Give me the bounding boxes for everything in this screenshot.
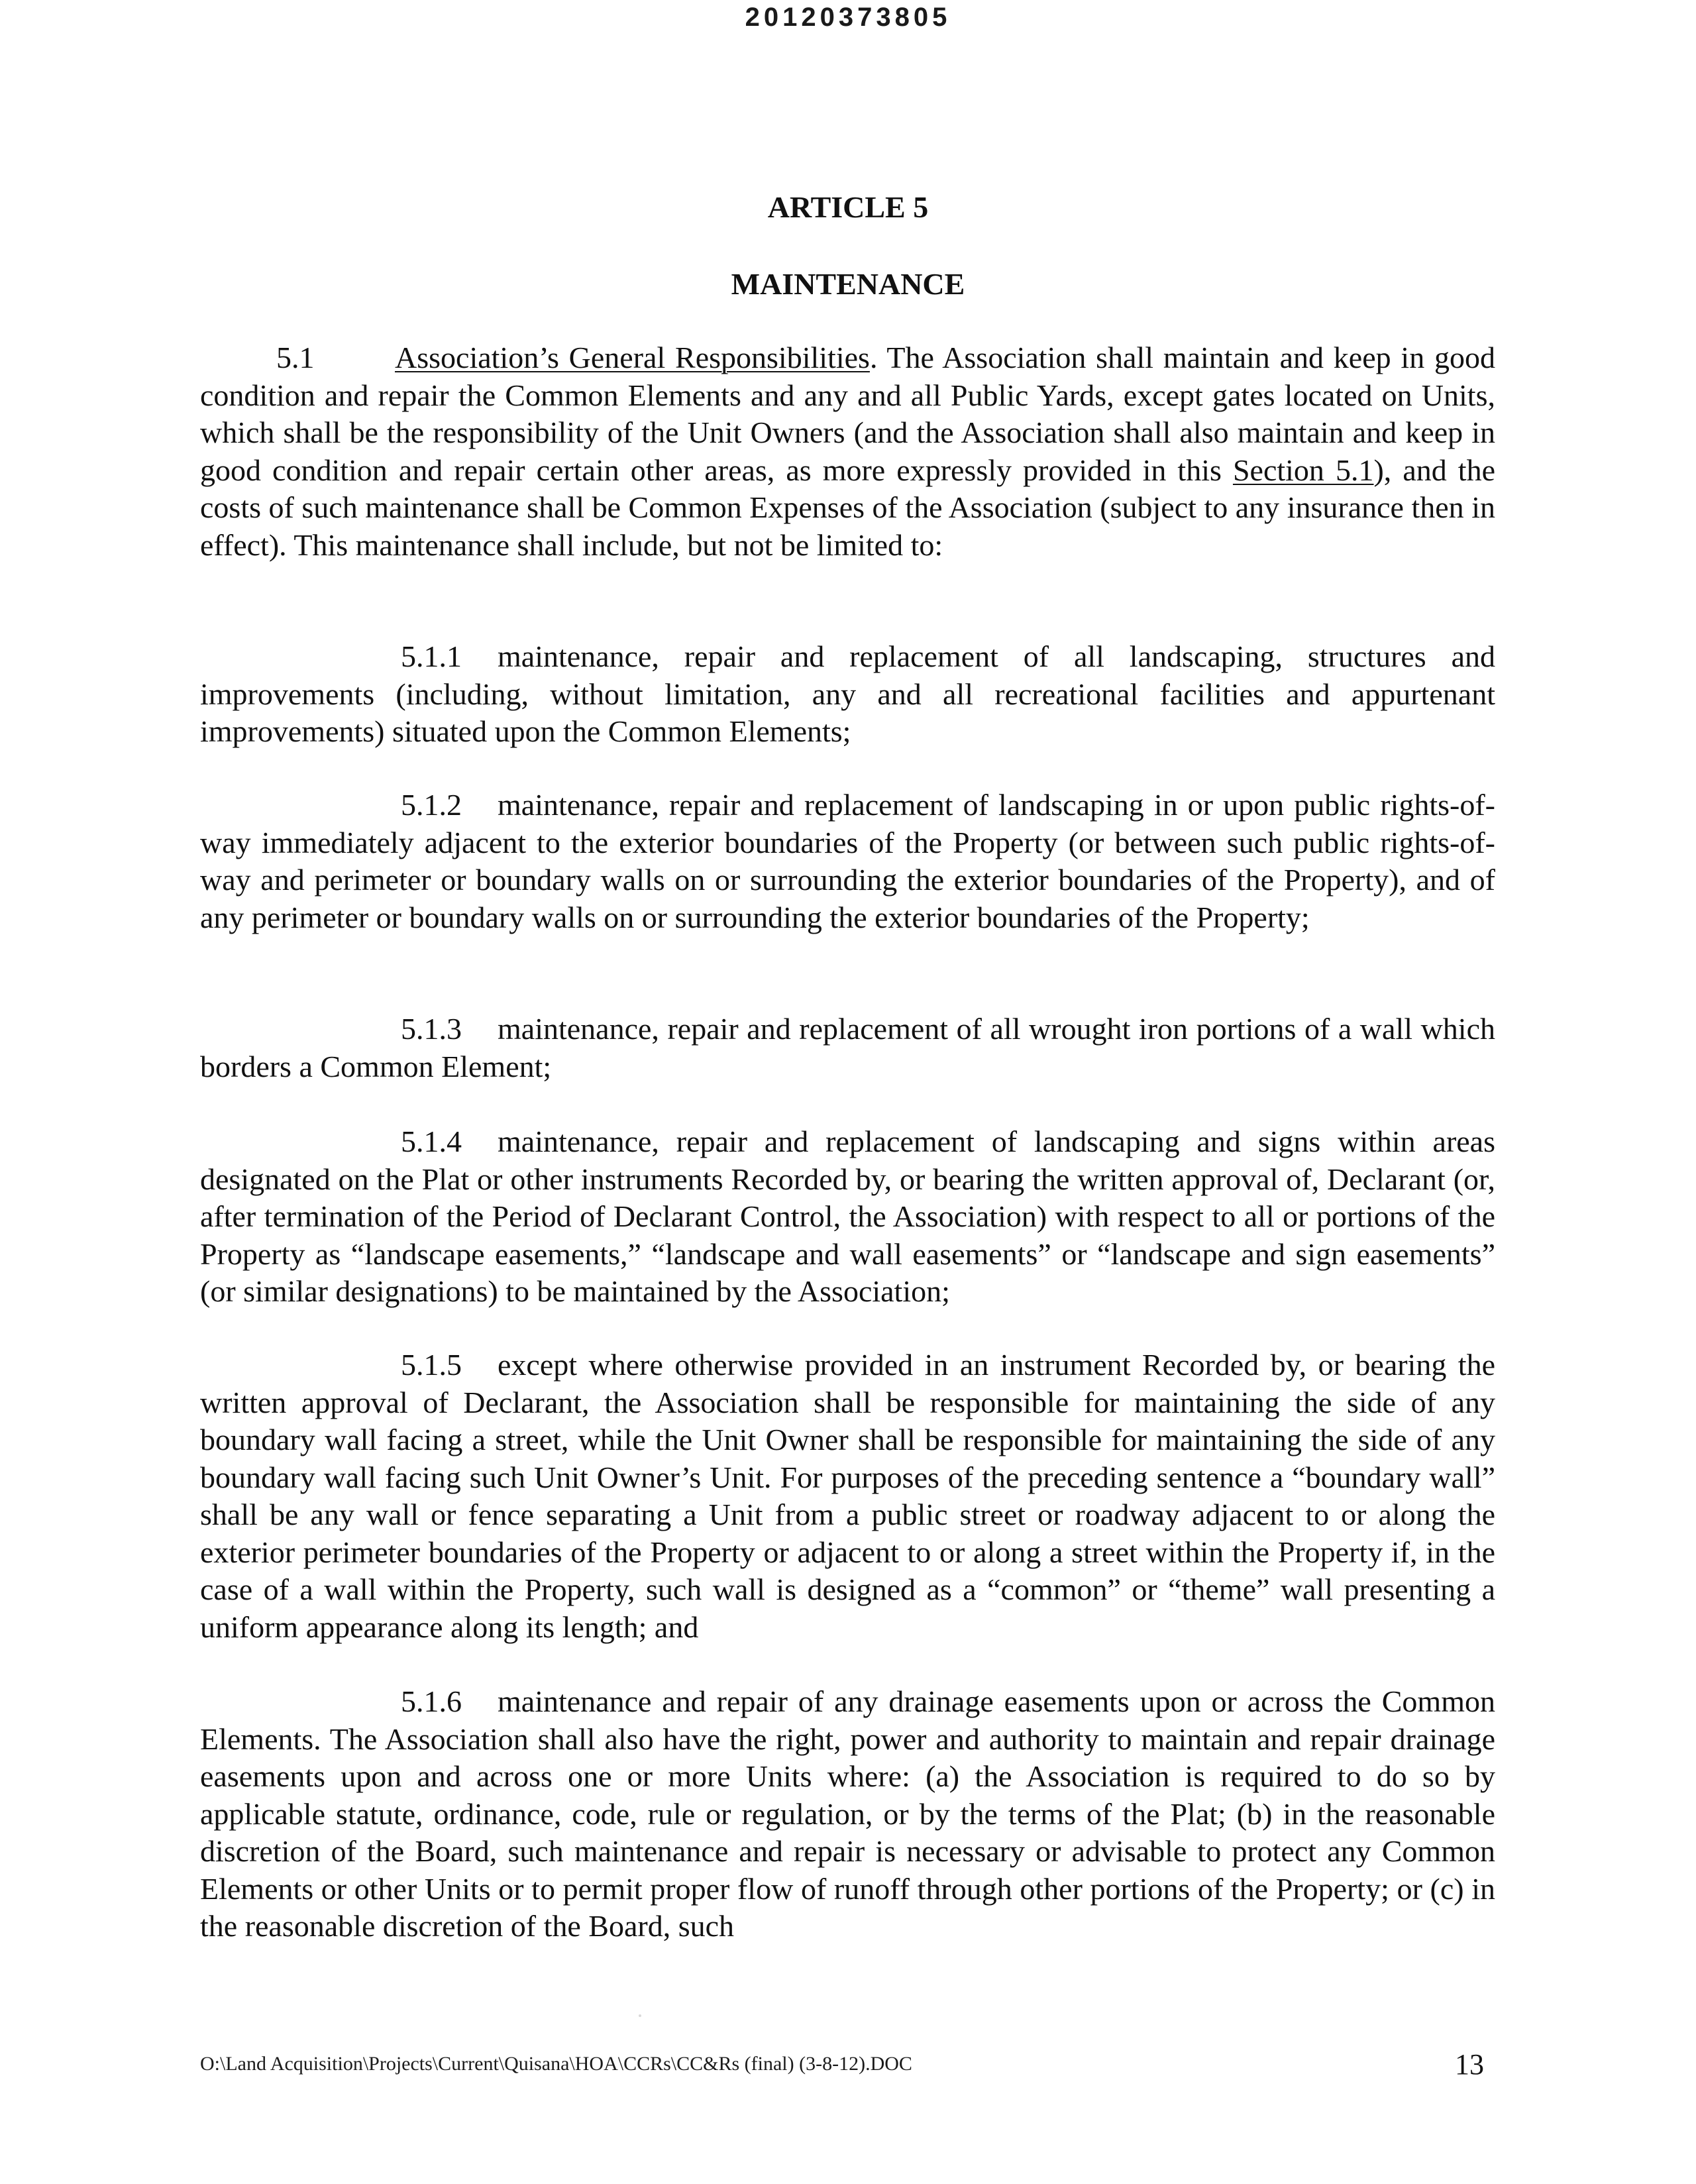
subsection-number: 5.1.6 <box>401 1684 462 1718</box>
subsection-text: except where otherwise provided in an instrument Recorded by, or bearing the written approval of Declarant, the Association shall be responsible for maintaining the side of any boundary wall facing a street, while the Unit Owner shall be responsible for maintaining the side of any boundary wall facing such Unit Owner’s Unit. For purposes of the preceding sentence a “boundary wall” shall be any wall or fence separating a Unit from a public street or roadway adjacent to or along the exterior perimeter boundaries of the Property or adjacent to or along a street within the Property if, in the case of a wall within the Property, such wall is designed as a “common” or “theme” wall presenting a uniform appearance along its length; and <box>200 1348 1495 1644</box>
section-text-part-1: . The Association shall maintain and keep in good condition and repair the Common Elements and any and all Public Yards, except gates located on Units, which shall be the responsibility of the Unit Owners (and the Association shall also maintain and keep in good condition and repair certain other areas, as more expressly provided in this <box>200 341 1495 487</box>
page-number: 13 <box>1455 2048 1484 2081</box>
subsection-5-1-4 <box>200 1123 1495 1311</box>
subsection-5-1-1 <box>200 638 1495 751</box>
subsection-text: maintenance, repair and replacement of landscaping and signs within areas designated on the Plat or other instruments Recorded by, or bearing the written approval of, Declarant (or, after termination of the Period of Declarant Control, the Association) with respect to all or portions of the Property as “landscape easements,” “landscape and wall easements” or “landscape and sign easements” (or similar designations) to be maintained by the Association; <box>200 1124 1495 1308</box>
article-title: MAINTENANCE <box>731 267 965 301</box>
subsection-5-1-2 <box>200 787 1495 936</box>
section-5-1-paragraph <box>200 339 1495 564</box>
scan-speck <box>639 2014 641 2017</box>
subsection-number: 5.1.2 <box>401 788 462 822</box>
section-number: 5.1 <box>276 341 315 374</box>
subsection-number: 5.1.5 <box>401 1348 462 1382</box>
article-heading: ARTICLE 5 <box>767 190 929 224</box>
section-text-part-2: ), and the costs of such maintenance shall be Common Expenses of the Association (subject to any insurance then in effect). This maintenance shall include, but not be limited to: <box>200 453 1496 562</box>
document-number: 20120373805 <box>745 3 951 32</box>
subsection-number: 5.1.1 <box>401 639 462 673</box>
subsection-text: maintenance, repair and replacement of all wrought iron portions of a wall which borders a Common Element; <box>200 1012 1495 1083</box>
section-heading: Association’s General Responsibilities <box>395 341 870 374</box>
footer-file-path: O:\Land Acquisition\Projects\Current\Quisana\HOA\CCRs\CC&Rs (final) (3-8-12).DOC <box>200 2053 912 2075</box>
subsection-5-1-3 <box>200 1010 1495 1085</box>
subsection-text: maintenance, repair and replacement of landscaping in or upon public rights-of-way immediately adjacent to the exterior boundaries of the Property (or between such public rights-of-way and perimeter or boundary walls on or surrounding the exterior boundaries of the Property), and of any perimeter or boundary walls on or surrounding the exterior boundaries of the Property; <box>200 788 1495 934</box>
section-reference: Section 5.1 <box>1232 453 1374 487</box>
subsection-number: 5.1.3 <box>401 1012 462 1046</box>
subsection-text: maintenance and repair of any drainage easements upon or across the Common Elements. The Association shall also have the right, power and authority to maintain and repair drainage easements upon and across one or more Units where: (a) the Association is required to do so by applicable statute, ordinance, code, rule or regulation, or by the terms of the Plat; (b) in the reasonable discretion of the Board, such maintenance and repair is necessary or advisable to protect any Common Elements or other Units or to permit proper flow of runoff through other portions of the Property; or (c) in the reasonable discretion of the Board, such <box>200 1684 1495 1943</box>
subsection-text: maintenance, repair and replacement of all landscaping, structures and improvements (including, without limitation, any and all recreational facilities and appurtenant improvements) situated upon the Common Elements; <box>200 639 1495 748</box>
subsection-5-1-5 <box>200 1346 1495 1646</box>
subsection-number: 5.1.4 <box>401 1124 462 1158</box>
subsection-5-1-6 <box>200 1683 1495 1945</box>
